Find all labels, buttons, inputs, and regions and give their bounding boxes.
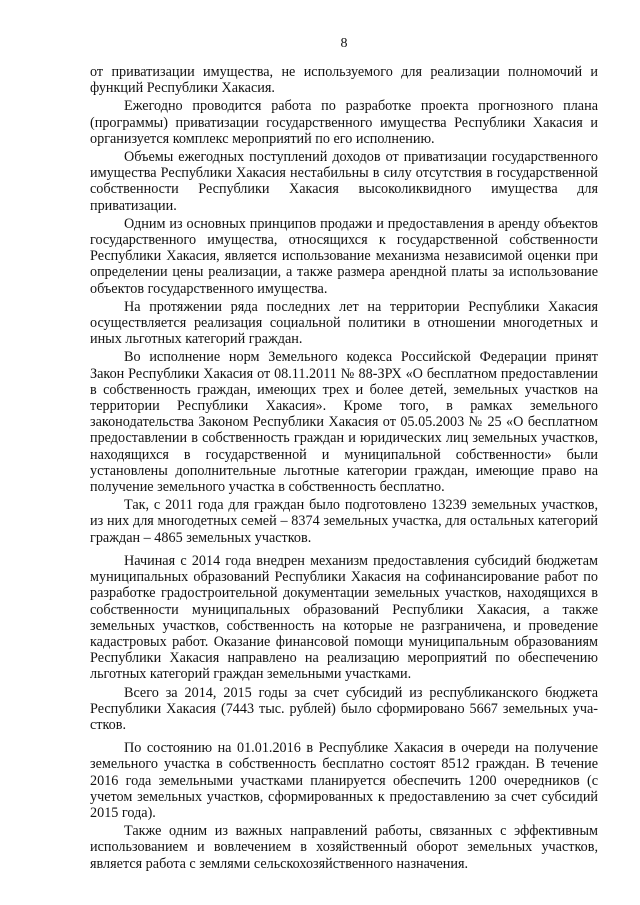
paragraph-privatization-continuation: от приватизации имущества, не используемого для реализации полномочий и функций Республики Хакасия. bbox=[90, 64, 598, 97]
page-number: 8 bbox=[340, 36, 348, 51]
paragraph-forecast-plan: Ежегодно проводится работа по разработке проекта прогнозного плана (программы) приватизации государственного имущества Республики Хакасия и организуется комплекс мероприятий по его исполнению. bbox=[90, 98, 598, 147]
paragraph-subsidies-mechanism: Начиная с 2014 года внедрен механизм предоставления субсидий бюджетам муниципальных образований Республики Хакасия на софинансирование работ по разработке градостроительной документации земельных участков, находящихся в собственности муниципальных образований Республики Хакасия, а также земельных участков, собственность на которые не разграничена, и проведение кадастровых работ. Оказание финансовой помощи муниципальным образованиям Республики Хакасия направлено на реализацию мероприятий по обеспечению льготных категорий граждан земельными участками. bbox=[90, 552, 598, 683]
paragraph-land-code-law: Во исполнение норм Земельного кодекса Российской Федерации принят Закон Республики Хакасия от 08.11.2011 № 88-ЗРХ «О бесплатном предоставлении в собственность граждан, имеющих трех и более детей, земельных участков на территории Республики Хакасия». Кроме того, в рамках земельного законодательства Законом Республики Хакасия от 05.05.2003 № 25 «О бесплатном предоставлении в собственность граждан и юридических лиц земельных участков, находящихся в государственной и муниципальной собственности» были установлены дополнительные льготные категории граждан, имеющие право на получение земельного участка в собственность бесплатно. bbox=[90, 349, 598, 496]
paragraph-subsidies-total: Всего за 2014, 2015 годы за счет субсидий из республиканского бюджета Республики Хакасия (7443 тыс. рублей) было сформировано 5667 земельных участков. bbox=[90, 684, 598, 733]
document-page bbox=[90, 36, 598, 872]
paragraph-queue-status: По состоянию на 01.01.2016 в Республике Хакасия в очереди на получение земельного участка в собственность бесплатно состоят 8512 граждан. В течение 2016 года земельными участками планируется обеспечить 1200 очередников (с учетом земельных участков, сформированных к предоставлению за счет субсидий 2015 года). bbox=[90, 740, 598, 821]
paragraph-valuation-principle: Одним из основных принципов продажи и предоставления в аренду объектов государственного имущества, относящихся к государственной собственности Республики Хакасия, является использование механизма независимой оценки при определении цены реализации, а также размера арендной платы за использование объектов государственного имущества. bbox=[90, 215, 598, 297]
paragraph-revenue-volumes: Объемы ежегодных поступлений доходов от приватизации государственного имущества Республики Хакасия нестабильны в силу отсутствия в государственной собственности Республики Хакасия высоколиквидного имущества для приватизации. bbox=[90, 149, 598, 214]
paragraph-plots-prepared: Так, с 2011 года для граждан было подготовлено 13239 земельных участков, из них для многодетных семей – 8374 земельных участка, для остальных категорий граждан – 4865 земельных участков. bbox=[90, 497, 598, 546]
paragraph-agricultural-lands: Также одним из важных направлений работы, связанных с эффективным использованием и вовлечением в хозяйственный оборот земельных участков, является работа с землями сельскохозяйственного назначения. bbox=[90, 823, 598, 872]
paragraph-social-policy: На протяжении ряда последних лет на территории Республики Хакасия осуществляется реализация социальной политики в отношении многодетных и иных льготных категорий граждан. bbox=[90, 298, 598, 348]
